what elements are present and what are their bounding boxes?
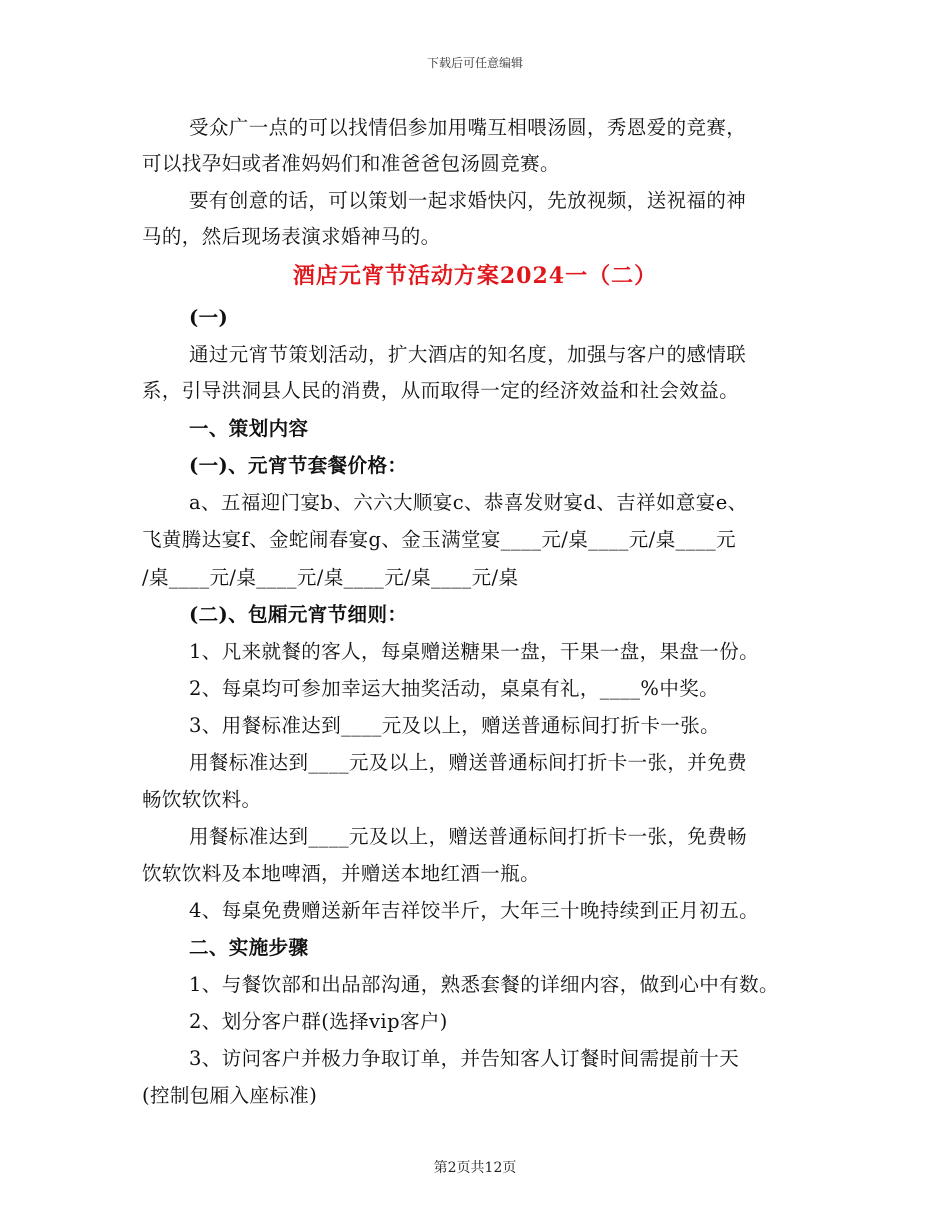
subheading: (一) [189, 306, 229, 329]
heading-package-price: (一)、元宵节套餐价格： [189, 454, 408, 477]
menu-line: /桌____元/桌____元/桌____元/桌____元/桌 [142, 566, 519, 589]
rule-item: 用餐标准达到____元及以上，赠送普通标间打折卡一张，免费畅 [189, 825, 748, 848]
menu-line: a、五福迎门宴b、六六大顺宴c、恭喜发财宴d、吉祥如意宴e、 [189, 491, 748, 514]
section-title: 酒店元宵节活动方案2024一（二） [292, 263, 658, 289]
heading-plan-content: 一、策划内容 [189, 417, 309, 440]
paragraph-line: 系，引导洪洞县人民的消费，从而取得一定的经济效益和社会效益。 [142, 379, 740, 402]
rule-item: 4、每桌免费赠送新年吉祥饺半斤，大年三十晚持续到正月初五。 [189, 899, 760, 922]
paragraph-line: 通过元宵节策划活动，扩大酒店的知名度，加强与客户的感情联 [189, 343, 747, 366]
paragraph-line: 要有创意的话，可以策划一起求婚快闪，先放视频，送祝福的神 [189, 189, 747, 212]
page-number: 第2页共12页 [433, 1160, 517, 1176]
paragraph-line: 马的，然后现场表演求婚神马的。 [142, 225, 441, 248]
rule-item: 畅饮软饮料。 [142, 788, 262, 811]
menu-line: 飞黄腾达宴f、金蛇闹春宴g、金玉满堂宴____元/桌____元/桌____元 [142, 528, 737, 551]
heading-room-rules: (二)、包厢元宵节细则： [189, 603, 408, 626]
step-item: 2、划分客户群(选择vip客户) [189, 1010, 448, 1033]
paragraph-line: 受众广一点的可以找情侣参加用嘴互相喂汤圆，秀恩爱的竞赛， [189, 116, 747, 139]
step-item: (控制包厢入座标准) [142, 1084, 318, 1107]
step-item: 3、访问客户并极力争取订单，并告知客人订餐时间需提前十天 [189, 1047, 740, 1070]
heading-steps: 二、实施步骤 [189, 936, 309, 959]
rule-item: 2、每桌均可参加幸运大抽奖活动，桌桌有礼，____%中奖。 [189, 677, 720, 700]
rule-item: 3、用餐标准达到____元及以上，赠送普通标间打折卡一张。 [189, 714, 721, 737]
rule-item: 1、凡来就餐的客人，每桌赠送糖果一盘，干果一盘，果盘一份。 [189, 640, 760, 663]
rule-item: 用餐标准达到____元及以上，赠送普通标间打折卡一张，并免费 [189, 751, 748, 774]
paragraph-line: 可以找孕妇或者准妈妈们和准爸爸包汤圆竞赛。 [142, 152, 560, 175]
page-header-note: 下载后可任意编辑 [426, 56, 523, 70]
rule-item: 饮软饮料及本地啤酒，并赠送本地红酒一瓶。 [142, 862, 541, 885]
step-item: 1、与餐饮部和出品部沟通，熟悉套餐的详细内容，做到心中有数。 [189, 973, 779, 996]
